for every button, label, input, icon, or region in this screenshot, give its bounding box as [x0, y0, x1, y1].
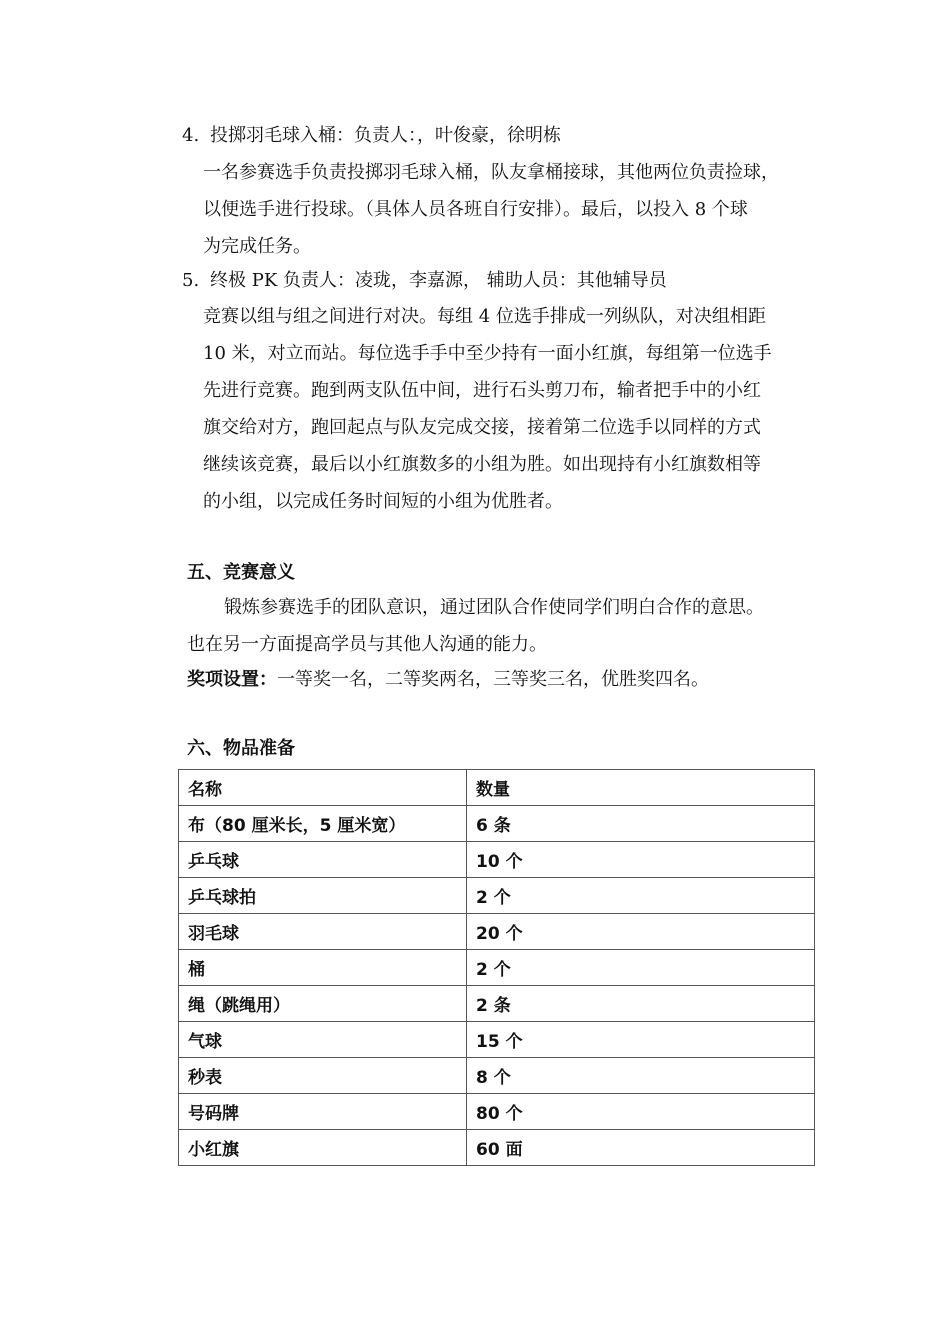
header-quantity: 数量: [467, 770, 815, 806]
item-name: 小红旗: [179, 1130, 467, 1166]
item-5-title: 终极 PK 负责人：凌珑，李嘉源， 辅助人员：其他辅导员: [210, 270, 667, 291]
item-name: 绳（跳绳用）: [179, 986, 467, 1022]
item-quantity: 6 条: [467, 806, 815, 842]
item-name: 羽毛球: [179, 914, 467, 950]
table-row: [179, 950, 815, 986]
table-row: [179, 806, 815, 842]
item-quantity: 2 个: [467, 950, 815, 986]
item-name: 布（80 厘米长，5 厘米宽）: [179, 806, 467, 842]
item-5-title-line: [182, 269, 667, 293]
item-5-desc-line: 竞赛以组与组之间进行对决。每组 4 位选手排成一列纵队，对决组相距: [203, 306, 766, 327]
item-quantity: 15 个: [467, 1022, 815, 1058]
section-6-heading: 六、物品准备: [187, 738, 295, 759]
section-5-paragraph-line: 锻炼参赛选手的团队意识，通过团队合作使同学们明白合作的意思。: [224, 597, 764, 618]
item-quantity: 60 面: [467, 1130, 815, 1166]
table-row: [179, 1094, 815, 1130]
item-5-desc-line: 先进行竞赛。跑到两支队伍中间，进行石头剪刀布，输者把手中的小红: [203, 380, 761, 401]
section-5-paragraph-line: 也在另一方面提高学员与其他人沟通的能力。: [187, 634, 547, 655]
item-quantity: 10 个: [467, 842, 815, 878]
item-quantity: 80 个: [467, 1094, 815, 1130]
award-label: 奖项设置：: [187, 669, 277, 690]
item-4-desc-line: 以便选手进行投球。（具体人员各班自行安排）。最后，以投入 8 个球: [203, 199, 748, 220]
table-row: [179, 878, 815, 914]
item-quantity: 20 个: [467, 914, 815, 950]
table-row: [179, 842, 815, 878]
item-4-title-line: [182, 124, 561, 148]
table-row: [179, 986, 815, 1022]
item-name: 秒表: [179, 1058, 467, 1094]
item-name: 乒乓球拍: [179, 878, 467, 914]
item-5-desc-line: 10 米，对立而站。每位选手手中至少持有一面小红旗，每组第一位选手: [203, 343, 772, 364]
item-5-desc-line: 继续该竞赛，最后以小红旗数多的小组为胜。如出现持有小红旗数相等: [203, 454, 761, 475]
item-5-number: 5.: [182, 270, 200, 291]
award-line: [187, 668, 709, 692]
table-row: [179, 1130, 815, 1166]
table-row: [179, 1058, 815, 1094]
item-4-number: 4.: [182, 125, 200, 146]
table-header-row: [179, 770, 815, 806]
item-name: 气球: [179, 1022, 467, 1058]
item-quantity: 2 个: [467, 878, 815, 914]
item-quantity: 2 条: [467, 986, 815, 1022]
item-4-title: 投掷羽毛球入桶：负责人：，叶俊豪，徐明栋: [210, 125, 561, 146]
item-quantity: 8 个: [467, 1058, 815, 1094]
item-4-desc-line: 为完成任务。: [203, 236, 311, 257]
item-5-desc-line: 的小组，以完成任务时间短的小组为优胜者。: [203, 491, 563, 512]
item-name: 乒乓球: [179, 842, 467, 878]
item-5-desc-line: 旗交给对方，跑回起点与队友完成交接，接着第二位选手以同样的方式: [203, 417, 761, 438]
item-4-desc-line: 一名参赛选手负责投掷羽毛球入桶，队友拿桶接球，其他两位负责捡球，: [203, 162, 779, 183]
award-text: 一等奖一名，二等奖两名，三等奖三名，优胜奖四名。: [277, 669, 709, 690]
item-name: 号码牌: [179, 1094, 467, 1130]
supplies-table: [178, 769, 815, 1166]
header-name: 名称: [179, 770, 467, 806]
item-name: 桶: [179, 950, 467, 986]
table-row: [179, 1022, 815, 1058]
table-row: [179, 914, 815, 950]
section-5-heading: 五、竞赛意义: [187, 562, 295, 583]
